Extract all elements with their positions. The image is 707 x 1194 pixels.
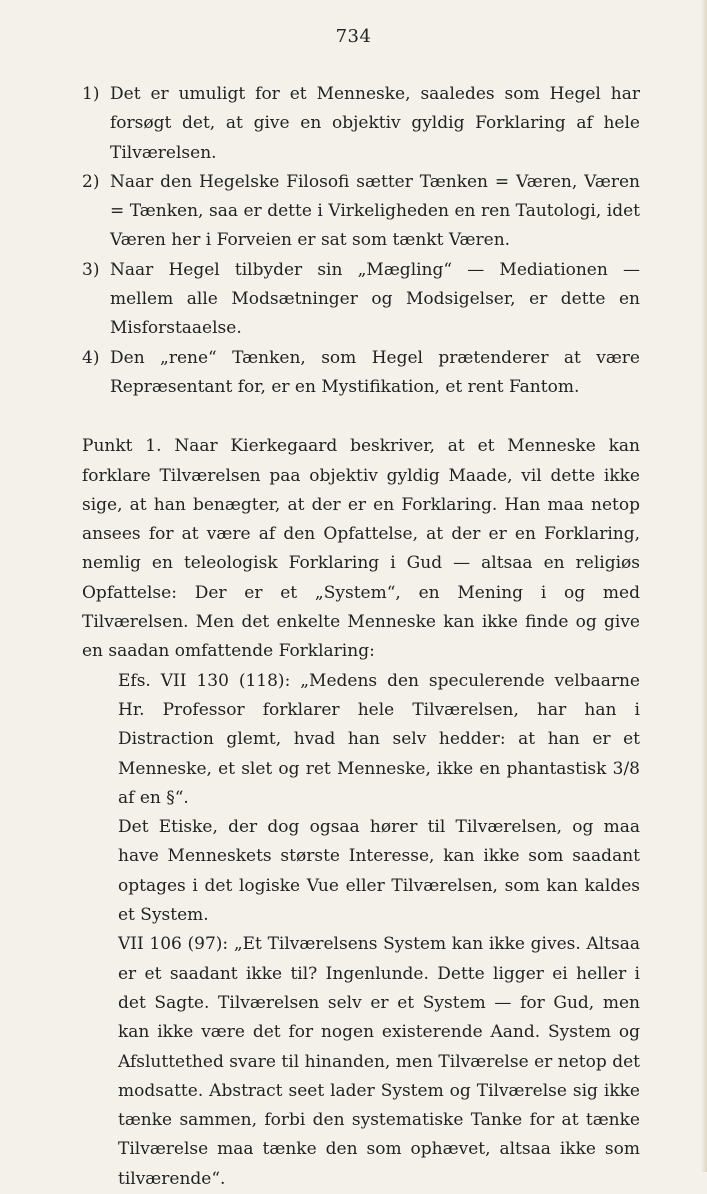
- quote-paragraph: VII 106 (97): „Et Tilværelsens System kan ikke gives. Altsaa er et saadant ikke til? Ingenlunde. Dette ligger ei heller i det Sagte. Tilværelsen selv er et System — for Gud, men kan ikke være det for nogen existerende Aand. System og Afsluttethed svare til hinanden, men Tilværelse er netop det modsatte. Abstract seet lader System og Tilværelse sig ikke tænke sammen, forbi den systematiske Tanke for at tænke Tilværelse maa tænke den som ophævet, altsaa ikke som tilværende“.: [118, 934, 640, 1189]
- list-item: [82, 256, 640, 344]
- list-item-text: Naar Hegel tilbyder sin „Mægling“ — Mediationen — mellem alle Modsætninger og Modsigelser, er dette en Misforstaaelse.: [110, 259, 640, 339]
- quote-paragraph: Efs. VII 130 (118): „Medens den speculerende velbaarne Hr. Professor forklarer hele Tilværelsen, har han i Distraction glemt, hvad han selv hedder: at han er et Menneske, et slet og ret Menneske, ikke en phantastisk 3/8 af en §“.: [118, 670, 640, 808]
- page-text: [82, 80, 640, 1194]
- list-item-text: Det er umuligt for et Menneske, saaledes som Hegel har forsøgt det, at give en objektiv gyldig Forklaring af hele Tilværelsen.: [110, 84, 640, 163]
- list-item-number: 1): [82, 84, 100, 104]
- list-item-number: 3): [82, 259, 100, 280]
- list-item-text: Naar den Hegelske Filosofi sætter Tænken = Væren, Væren = Tænken, saa er dette i Virkeligheden en ren Tautologi, idet Væren her i Forveien er sat som tænkt Væren.: [110, 171, 640, 251]
- page-number: 734: [335, 26, 372, 47]
- list-item: [82, 344, 640, 403]
- paragraph-punkt: Punkt 1. Naar Kierkegaard beskriver, at et Menneske kan forklare Tilværelsen paa objektiv gyldig Maade, vil dette ikke sige, at han benægter, at der er en Forklaring. Han maa netop ansees for at være af den Opfattelse, at der er en Forklaring, nemlig en teleologisk Forklaring i Gud — altsaa en religiøs Opfattelse: Der er et „System“, en Mening i og med Tilværelsen. Men det enkelte Menneske kan ikke finde og give en saadan omfattende Forklaring:: [82, 436, 640, 662]
- list-item-text: Den „rene“ Tænken, som Hegel prætenderer at være Repræsentant for, er en Mystifikation, et rent Fantom.: [110, 347, 640, 397]
- list-item: [82, 168, 640, 256]
- list-item: [82, 80, 640, 168]
- quote-paragraph: Det Etiske, der dog ogsaa hører til Tilværelsen, og maa have Menneskets største Interesse, kan ikke som saadant optages i det logiske Vue eller Tilværelsen, som kan kaldes et System.: [118, 817, 640, 926]
- list-item-number: 2): [82, 171, 100, 192]
- list-item-number: 4): [82, 347, 100, 368]
- page-edge: [701, 0, 707, 1172]
